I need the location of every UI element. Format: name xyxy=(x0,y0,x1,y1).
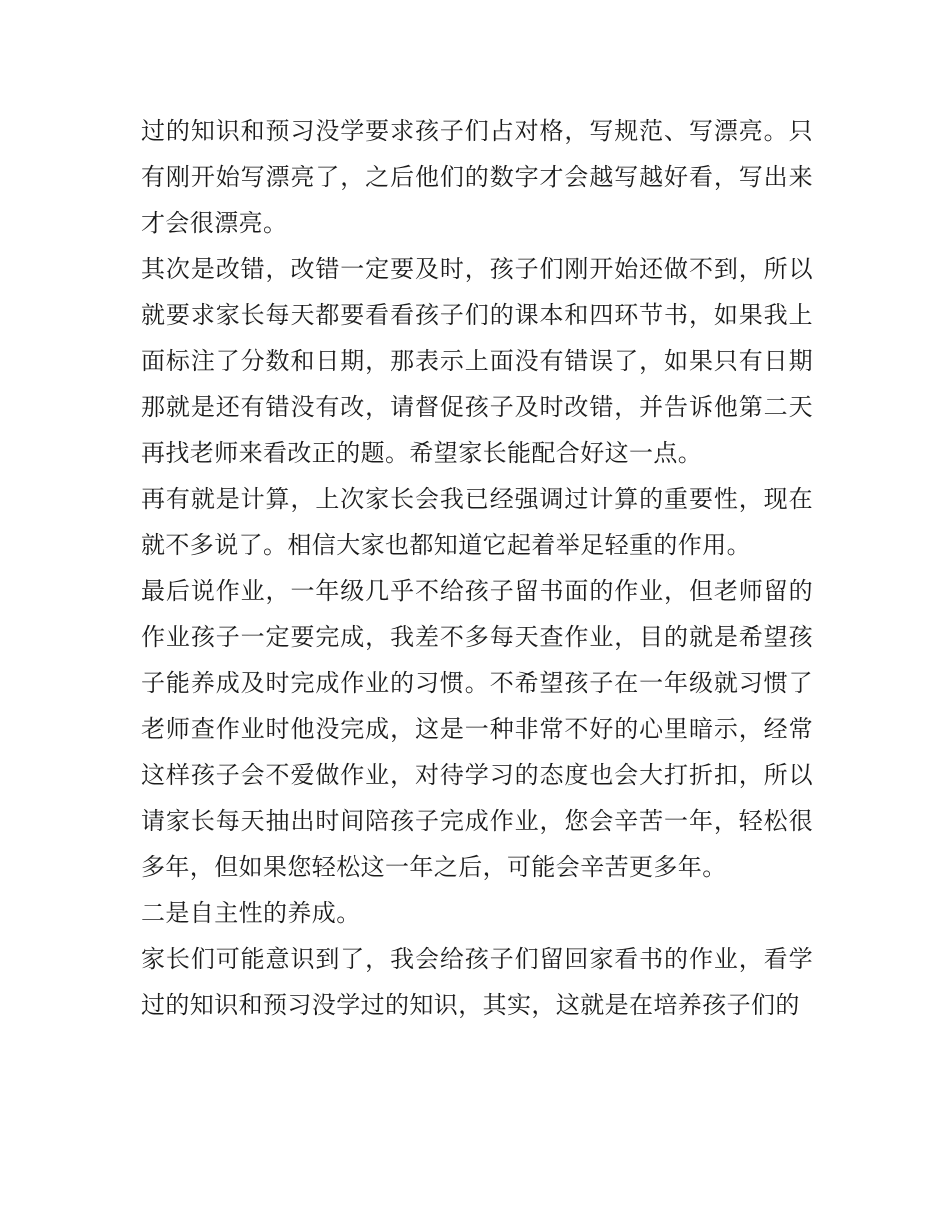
paragraph-2: 其次是改错，改错一定要及时，孩子们刚开始还做不到，所以就要求家长每天都要看看孩子们的课本和四环节书，如果我上面标注了分数和日期，那表示上面没有错误了，如果只有日期那就是还有错没有改，请督促孩子及时改错，并告诉他第二天再找老师来看改正的题。希望家长能配合好这一点。 xyxy=(141,255,813,467)
paragraph-6: 家长们可能意识到了，我会给孩子们留回家看书的作业，看学过的知识和预习没学过的知识，其实，这就是在培养孩子们的 xyxy=(141,945,813,1019)
paragraph-4: 最后说作业，一年级几乎不给孩子留书面的作业，但老师留的作业孩子一定要完成，我差不多每天查作业，目的就是希望孩子能养成及时完成作业的习惯。不希望孩子在一年级就习惯了老师查作业时他没完成，这是一种非常不好的心里暗示，经常这样孩子会不爱做作业，对待学习的态度也会大打折扣，所以请家长每天抽出时间陪孩子完成作业，您会辛苦一年，轻松很多年，但如果您轻松这一年之后，可能会辛苦更多年。 xyxy=(141,577,813,881)
document-body xyxy=(141,108,813,1028)
paragraph-1: 过的知识和预习没学要求孩子们占对格，写规范、写漂亮。只有刚开始写漂亮了，之后他们的数字才会越写越好看，写出来才会很漂亮。 xyxy=(141,117,813,237)
paragraph-3: 再有就是计算，上次家长会我已经强调过计算的重要性，现在就不多说了。相信大家也都知道它起着举足轻重的作用。 xyxy=(141,485,813,559)
paragraph-5: 二是自主性的养成。 xyxy=(141,899,361,927)
